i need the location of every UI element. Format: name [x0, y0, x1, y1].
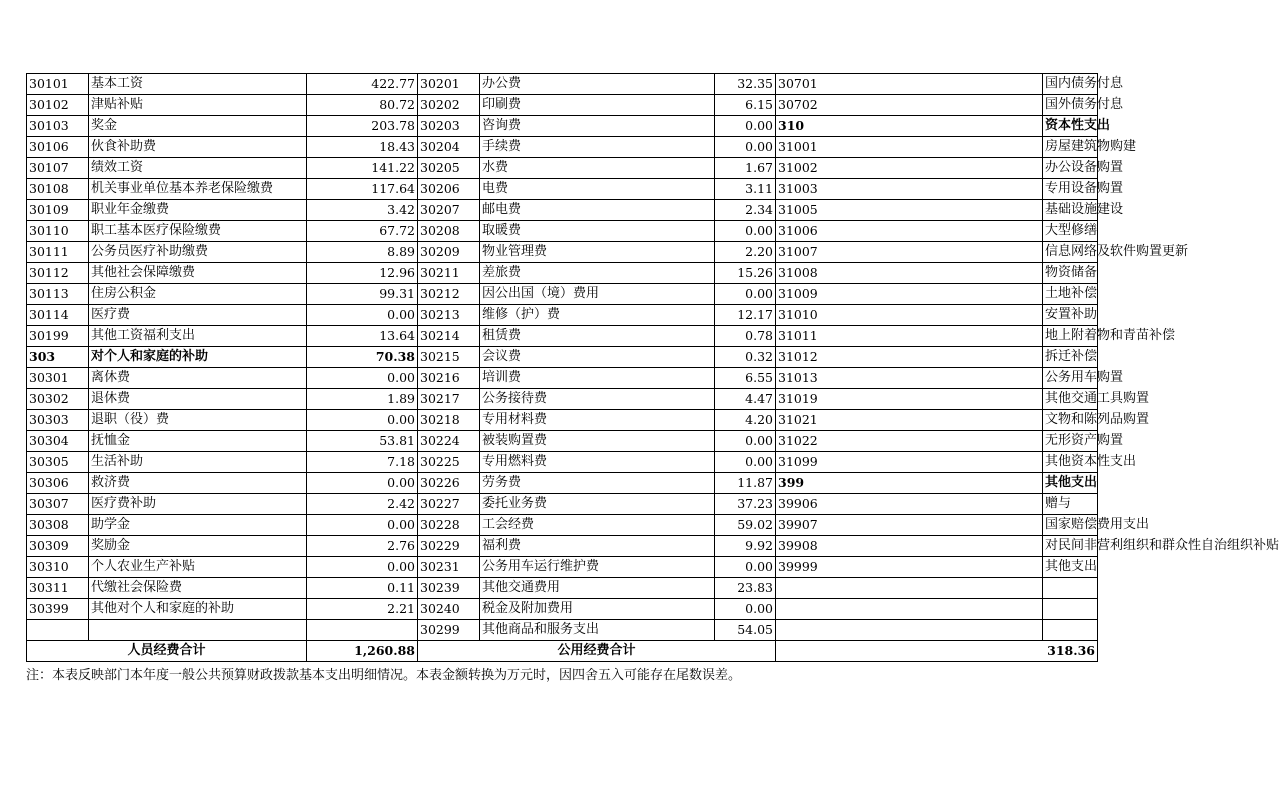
item-amount: 18.43	[307, 137, 418, 158]
item-amount: 54.05	[715, 620, 776, 641]
item-name: 专用燃料费	[480, 452, 715, 473]
item-code: 303	[27, 347, 89, 368]
item-name: 其他工资福利支出	[89, 326, 307, 347]
table-row	[27, 242, 1098, 263]
item-name: 医疗费	[89, 305, 307, 326]
item-name: 福利费	[480, 536, 715, 557]
item-name: 专用设备购置	[1043, 179, 1098, 200]
item-code: 30309	[27, 536, 89, 557]
item-code: 30216	[418, 368, 480, 389]
table-body	[27, 74, 1279, 641]
totals-row	[27, 641, 1098, 662]
item-code: 30199	[27, 326, 89, 347]
item-amount: 59.02	[715, 515, 776, 536]
item-name: 维修（护）费	[480, 305, 715, 326]
item-amount: 0.00	[307, 410, 418, 431]
item-name: 办公费	[480, 74, 715, 95]
item-amount: 1.89	[307, 389, 418, 410]
table-row	[27, 284, 1098, 305]
item-code: 30107	[27, 158, 89, 179]
item-code: 31008	[776, 263, 1043, 284]
item-amount: 11.87	[715, 473, 776, 494]
item-code: 30209	[418, 242, 480, 263]
item-code: 30228	[418, 515, 480, 536]
item-name: 基础设施建设	[1043, 200, 1098, 221]
item-name: 物资储备	[1043, 263, 1098, 284]
item-code: 31005	[776, 200, 1043, 221]
item-name: 培训费	[480, 368, 715, 389]
item-name: 公务用车购置	[1043, 368, 1098, 389]
item-name: 安置补助	[1043, 305, 1098, 326]
item-name: 伙食补助费	[89, 137, 307, 158]
item-name: 其他交通工具购置	[1043, 389, 1098, 410]
item-name: 劳务费	[480, 473, 715, 494]
item-name: 地上附着物和青苗补偿	[1043, 326, 1098, 347]
item-name: 邮电费	[480, 200, 715, 221]
table-row	[27, 389, 1098, 410]
item-name: 文物和陈列品购置	[1043, 410, 1098, 431]
item-amount: 141.22	[307, 158, 418, 179]
table-row	[27, 620, 1098, 641]
item-amount: 53.81	[307, 431, 418, 452]
item-amount: 1.67	[715, 158, 776, 179]
item-code: 30304	[27, 431, 89, 452]
item-name: 土地补偿	[1043, 284, 1098, 305]
item-code: 31010	[776, 305, 1043, 326]
item-amount: 32.35	[715, 74, 776, 95]
item-name: 国家赔偿费用支出	[1043, 515, 1098, 536]
item-amount: 8.89	[307, 242, 418, 263]
item-name	[1043, 599, 1098, 620]
expense-table	[26, 73, 1279, 662]
item-name: 会议费	[480, 347, 715, 368]
item-amount: 0.78	[715, 326, 776, 347]
item-amount: 80.72	[307, 95, 418, 116]
item-name: 印刷费	[480, 95, 715, 116]
item-code: 31011	[776, 326, 1043, 347]
item-name: 基本工资	[89, 74, 307, 95]
table-row	[27, 200, 1098, 221]
item-code: 30114	[27, 305, 89, 326]
item-amount: 0.11	[307, 578, 418, 599]
item-name: 奖金	[89, 116, 307, 137]
table-row	[27, 599, 1098, 620]
item-code: 30102	[27, 95, 89, 116]
personnel-total-label: 人员经费合计	[27, 641, 307, 662]
item-name: 委托业务费	[480, 494, 715, 515]
item-code: 30112	[27, 263, 89, 284]
item-name: 退休费	[89, 389, 307, 410]
item-name: 退职（役）费	[89, 410, 307, 431]
item-amount: 0.00	[715, 137, 776, 158]
item-code: 30227	[418, 494, 480, 515]
item-amount: 37.23	[715, 494, 776, 515]
item-code: 31009	[776, 284, 1043, 305]
public-total-value: 318.36	[776, 641, 1098, 662]
item-code: 31099	[776, 452, 1043, 473]
item-code: 30106	[27, 137, 89, 158]
item-name: 资本性支出	[1043, 116, 1098, 137]
item-code: 30310	[27, 557, 89, 578]
item-name: 房屋建筑物购建	[1043, 137, 1098, 158]
item-code	[27, 620, 89, 641]
item-amount: 6.15	[715, 95, 776, 116]
item-name: 物业管理费	[480, 242, 715, 263]
item-amount: 15.26	[715, 263, 776, 284]
item-amount: 2.34	[715, 200, 776, 221]
item-name: 大型修缮	[1043, 221, 1098, 242]
item-name: 国外债务付息	[1043, 95, 1098, 116]
item-amount: 99.31	[307, 284, 418, 305]
item-code: 30204	[418, 137, 480, 158]
item-amount: 12.96	[307, 263, 418, 284]
item-name: 个人农业生产补贴	[89, 557, 307, 578]
item-code: 30303	[27, 410, 89, 431]
item-name: 奖励金	[89, 536, 307, 557]
item-amount: 0.00	[715, 557, 776, 578]
item-name: 工会经费	[480, 515, 715, 536]
item-amount: 2.20	[715, 242, 776, 263]
item-amount: 422.77	[307, 74, 418, 95]
item-name: 抚恤金	[89, 431, 307, 452]
item-code: 31006	[776, 221, 1043, 242]
item-code: 30111	[27, 242, 89, 263]
table-row	[27, 137, 1098, 158]
item-amount: 70.38	[307, 347, 418, 368]
item-amount: 4.47	[715, 389, 776, 410]
item-name: 公务接待费	[480, 389, 715, 410]
item-amount: 6.55	[715, 368, 776, 389]
table-row	[27, 368, 1098, 389]
item-name: 差旅费	[480, 263, 715, 284]
item-name: 税金及附加费用	[480, 599, 715, 620]
item-code: 30206	[418, 179, 480, 200]
item-code: 31012	[776, 347, 1043, 368]
item-name: 住房公积金	[89, 284, 307, 305]
table-row	[27, 431, 1098, 452]
item-amount: 203.78	[307, 116, 418, 137]
item-amount	[307, 620, 418, 641]
table-row	[27, 410, 1098, 431]
item-amount: 2.42	[307, 494, 418, 515]
item-name: 代缴社会保险费	[89, 578, 307, 599]
table-row	[27, 578, 1098, 599]
item-name: 其他支出	[1043, 557, 1098, 578]
item-code: 31001	[776, 137, 1043, 158]
table-row	[27, 494, 1098, 515]
item-amount: 2.76	[307, 536, 418, 557]
item-name: 其他商品和服务支出	[480, 620, 715, 641]
item-amount: 13.64	[307, 326, 418, 347]
item-name: 因公出国（境）费用	[480, 284, 715, 305]
item-name	[1043, 578, 1098, 599]
item-amount: 0.00	[715, 452, 776, 473]
item-code: 30108	[27, 179, 89, 200]
table-row	[27, 515, 1098, 536]
item-amount: 23.83	[715, 578, 776, 599]
item-amount: 67.72	[307, 221, 418, 242]
item-code: 30224	[418, 431, 480, 452]
item-name: 专用材料费	[480, 410, 715, 431]
item-name: 对个人和家庭的补助	[89, 347, 307, 368]
item-name: 信息网络及软件购置更新	[1043, 242, 1098, 263]
item-name: 助学金	[89, 515, 307, 536]
item-code: 30302	[27, 389, 89, 410]
item-amount: 4.20	[715, 410, 776, 431]
item-code: 30207	[418, 200, 480, 221]
table-row	[27, 452, 1098, 473]
item-code: 30214	[418, 326, 480, 347]
item-code: 30239	[418, 578, 480, 599]
item-code: 30109	[27, 200, 89, 221]
table-row	[27, 326, 1098, 347]
item-amount: 0.00	[307, 305, 418, 326]
personnel-total-value: 1,260.88	[307, 641, 418, 662]
item-name: 公务用车运行维护费	[480, 557, 715, 578]
item-code: 30231	[418, 557, 480, 578]
item-amount: 3.42	[307, 200, 418, 221]
item-amount: 0.00	[715, 431, 776, 452]
item-code: 30212	[418, 284, 480, 305]
item-code: 30299	[418, 620, 480, 641]
item-name: 租赁费	[480, 326, 715, 347]
table-row	[27, 557, 1098, 578]
item-name: 其他对个人和家庭的补助	[89, 599, 307, 620]
item-code	[776, 578, 1043, 599]
item-amount: 9.92	[715, 536, 776, 557]
item-amount: 0.00	[715, 116, 776, 137]
table-row	[27, 221, 1098, 242]
item-code: 30208	[418, 221, 480, 242]
item-amount: 0.00	[307, 557, 418, 578]
item-name: 公务员医疗补助缴费	[89, 242, 307, 263]
item-code	[776, 599, 1043, 620]
item-code: 31002	[776, 158, 1043, 179]
item-amount: 2.21	[307, 599, 418, 620]
item-name: 其他资本性支出	[1043, 452, 1098, 473]
table-row	[27, 158, 1098, 179]
table-row	[27, 116, 1098, 137]
item-code: 30240	[418, 599, 480, 620]
item-name: 被装购置费	[480, 431, 715, 452]
item-amount: 0.00	[715, 284, 776, 305]
item-amount: 0.32	[715, 347, 776, 368]
table-row	[27, 263, 1098, 284]
item-name: 其他社会保障缴费	[89, 263, 307, 284]
item-name	[89, 620, 307, 641]
item-code: 30306	[27, 473, 89, 494]
table-row	[27, 536, 1098, 557]
item-code: 31022	[776, 431, 1043, 452]
item-code: 30215	[418, 347, 480, 368]
item-code: 30217	[418, 389, 480, 410]
table-row	[27, 95, 1098, 116]
item-name: 离休费	[89, 368, 307, 389]
item-name: 国内债务付息	[1043, 74, 1098, 95]
item-name: 绩效工资	[89, 158, 307, 179]
table-row	[27, 473, 1098, 494]
item-amount: 0.00	[307, 368, 418, 389]
item-code: 31007	[776, 242, 1043, 263]
table-row	[27, 74, 1098, 95]
item-name: 水费	[480, 158, 715, 179]
item-code: 31013	[776, 368, 1043, 389]
item-code	[776, 620, 1043, 641]
table-row	[27, 305, 1098, 326]
item-code: 30311	[27, 578, 89, 599]
item-code: 310	[776, 116, 1043, 137]
footnote: 注：本表反映部门本年度一般公共预算财政拨款基本支出明细情况。本表金额转换为万元时，因四舍五入可能存在尾数误差。	[26, 668, 742, 683]
item-name: 救济费	[89, 473, 307, 494]
item-code: 30101	[27, 74, 89, 95]
item-code: 31021	[776, 410, 1043, 431]
item-code: 30213	[418, 305, 480, 326]
item-code: 30399	[27, 599, 89, 620]
item-code: 30226	[418, 473, 480, 494]
item-name: 手续费	[480, 137, 715, 158]
item-code: 31003	[776, 179, 1043, 200]
item-name: 电费	[480, 179, 715, 200]
item-code: 39908	[776, 536, 1043, 557]
item-name: 其他支出	[1043, 473, 1098, 494]
item-name: 咨询费	[480, 116, 715, 137]
item-name: 其他交通费用	[480, 578, 715, 599]
item-name: 对民间非营利组织和群众性自治组织补贴	[1043, 536, 1098, 557]
item-name: 职工基本医疗保险缴费	[89, 221, 307, 242]
item-amount: 3.11	[715, 179, 776, 200]
item-amount: 0.00	[715, 599, 776, 620]
item-code: 30205	[418, 158, 480, 179]
item-amount: 0.00	[715, 221, 776, 242]
item-name: 津贴补贴	[89, 95, 307, 116]
item-code: 31019	[776, 389, 1043, 410]
item-code: 30307	[27, 494, 89, 515]
item-amount: 0.00	[307, 473, 418, 494]
item-name	[1043, 620, 1098, 641]
item-name: 无形资产购置	[1043, 431, 1098, 452]
item-amount: 7.18	[307, 452, 418, 473]
public-total-label: 公用经费合计	[418, 641, 776, 662]
item-name: 拆迁补偿	[1043, 347, 1098, 368]
item-code: 30701	[776, 74, 1043, 95]
item-name: 生活补助	[89, 452, 307, 473]
item-name: 医疗费补助	[89, 494, 307, 515]
item-code: 39907	[776, 515, 1043, 536]
item-name: 职业年金缴费	[89, 200, 307, 221]
item-code: 30301	[27, 368, 89, 389]
item-code: 30229	[418, 536, 480, 557]
item-code: 30203	[418, 116, 480, 137]
item-code: 399	[776, 473, 1043, 494]
item-amount: 117.64	[307, 179, 418, 200]
item-code: 30308	[27, 515, 89, 536]
item-code: 30218	[418, 410, 480, 431]
item-code: 39999	[776, 557, 1043, 578]
item-amount: 0.00	[307, 515, 418, 536]
item-name: 办公设备购置	[1043, 158, 1098, 179]
item-code: 30110	[27, 221, 89, 242]
item-code: 30305	[27, 452, 89, 473]
item-name: 机关事业单位基本养老保险缴费	[89, 179, 307, 200]
item-name: 赠与	[1043, 494, 1098, 515]
table-row	[27, 179, 1098, 200]
item-code: 30201	[418, 74, 480, 95]
item-code: 30202	[418, 95, 480, 116]
item-code: 39906	[776, 494, 1043, 515]
item-name: 取暖费	[480, 221, 715, 242]
item-code: 30211	[418, 263, 480, 284]
table-row	[27, 347, 1098, 368]
item-code: 30113	[27, 284, 89, 305]
item-amount: 12.17	[715, 305, 776, 326]
item-code: 30103	[27, 116, 89, 137]
item-code: 30225	[418, 452, 480, 473]
item-code: 30702	[776, 95, 1043, 116]
